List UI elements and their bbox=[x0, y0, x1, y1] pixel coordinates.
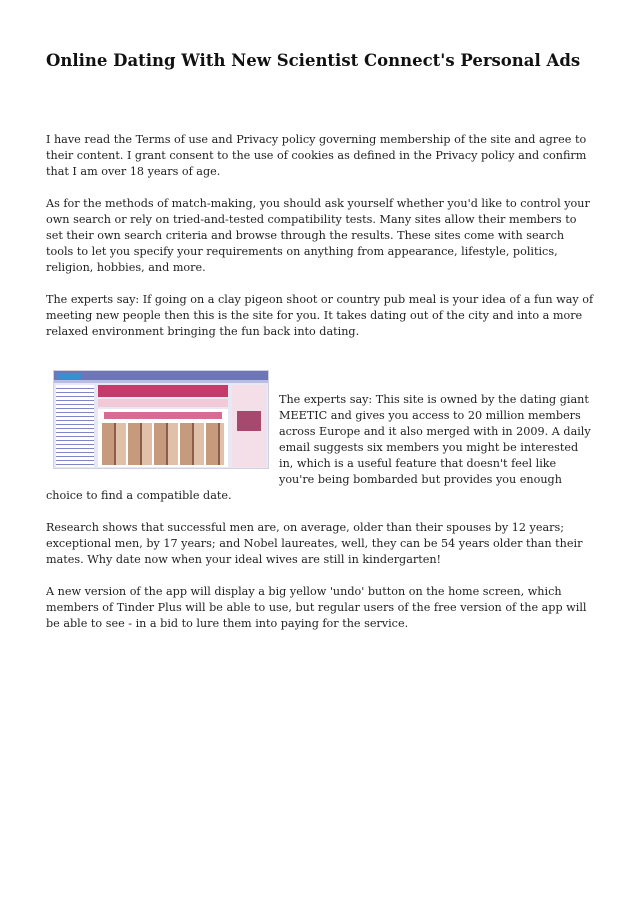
paragraph-research: Research shows that successful men are, on average, older than their spouses by 12 years; exceptional men, by 17 years; and Nobel laureates, well, they can be 54 years older than their mates. Why date now when your ideal wives are still in kindergarten! bbox=[46, 521, 583, 566]
paragraph-experts-country: The experts say: If going on a clay pigeon shoot or country pub meal is your idea of a fun way of meeting new people then this is the site for you. It takes dating out of the city and into a more relaxed environment bringing the fun back into dating. bbox=[46, 293, 594, 338]
paragraph-methods: As for the methods of match-making, you should ask yourself whether you'd like to control your own search or rely on tried-and-tested compatibility tests. Many sites allow their members to set their own search criteria and browse through the results. These sites come with search tools to let you specify your requirements on anything from appearance, lifestyle, politics, religion, hobbies, and more. bbox=[46, 197, 590, 274]
screenshot-subbanner bbox=[98, 399, 228, 407]
screenshot-badge bbox=[237, 411, 261, 431]
screenshot-logo bbox=[57, 373, 81, 379]
image-with-text bbox=[46, 370, 594, 504]
screenshot-left-menu bbox=[56, 385, 94, 467]
dating-site-screenshot-image bbox=[53, 370, 269, 469]
paragraph-terms: I have read the Terms of use and Privacy policy governing membership of the site and agree to their content. I grant consent to the use of cookies as defined in the Privacy policy and confirm that I am over 18 years of age. bbox=[46, 133, 587, 178]
screenshot-headline bbox=[104, 412, 222, 419]
screenshot-nav-bar bbox=[54, 380, 268, 383]
paragraph-app-undo: A new version of the app will display a big yellow 'undo' button on the home screen, which members of Tinder Plus will be able to use, but regular users of the free version of the app will be able to see - in a bid to lure them into paying for the service. bbox=[46, 585, 587, 630]
paragraph-experts-meetic: The experts say: This site is owned by the dating giant MEETIC and gives you access to 20 million members across Europe and it also merged with in 2009. A daily email suggests six members you might be interested in, which is a useful feature that doesn't feel like you're being bombarded but provides you enough choice to find a compatible date. bbox=[46, 393, 591, 502]
page-title: Online Dating With New Scientist Connect's Personal Ads bbox=[46, 51, 581, 70]
screenshot-banner bbox=[98, 385, 228, 397]
article-body bbox=[46, 132, 594, 648]
screenshot-header-bar bbox=[54, 371, 268, 380]
screenshot-photo-grid bbox=[102, 423, 224, 465]
